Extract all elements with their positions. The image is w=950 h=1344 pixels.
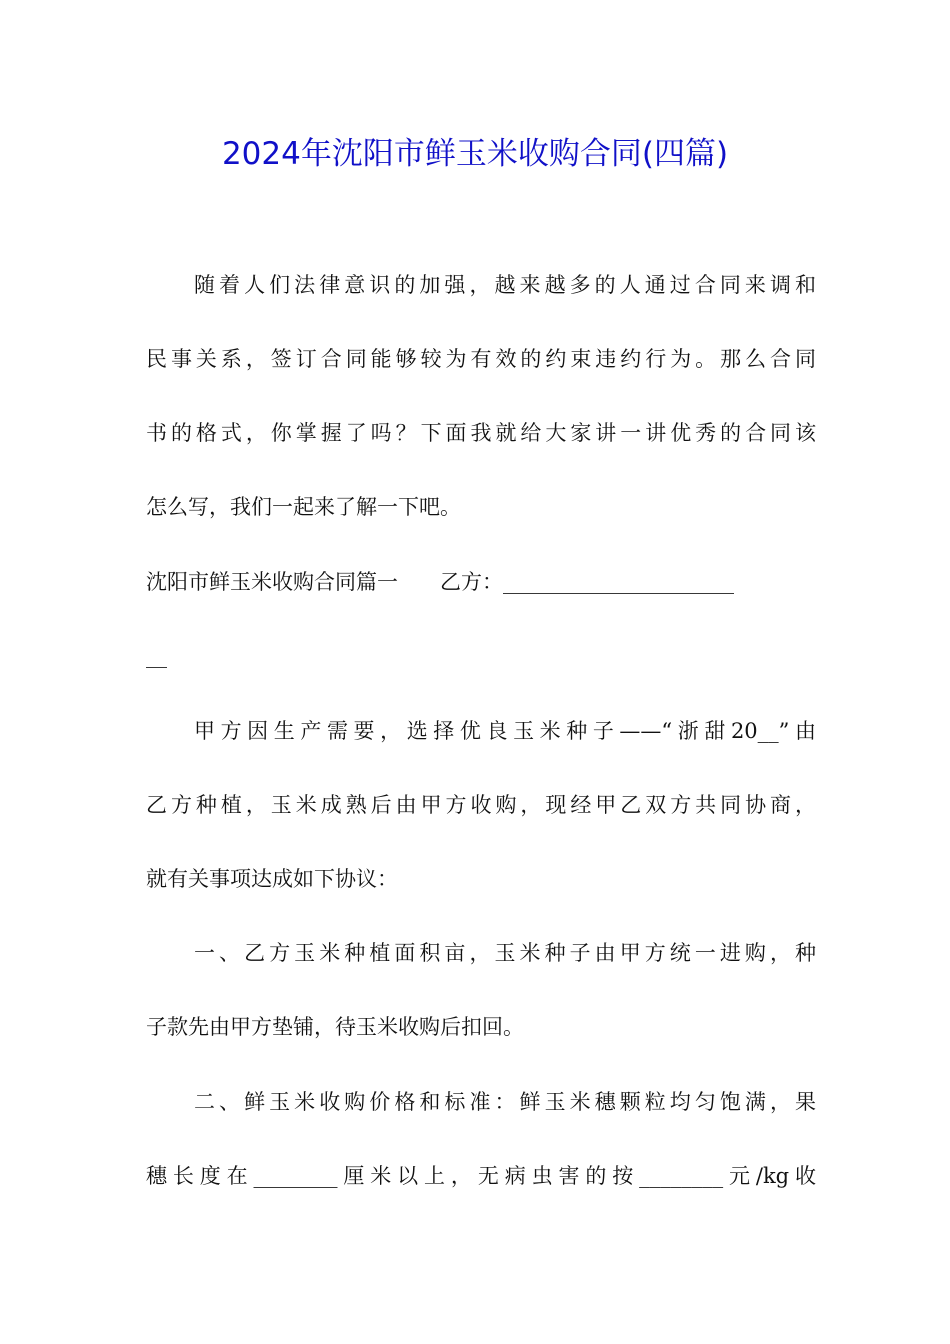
paragraph-line: 随着人们法律意识的加强，越来越多的人通过合同来调和 xyxy=(194,273,816,297)
document-title: 2024年沈阳市鲜玉米收购合同(四篇) xyxy=(221,136,729,172)
clause-line: 二、鲜玉米收购价格和标准：鲜玉米穗颗粒均匀饱满，果 xyxy=(194,1090,816,1114)
paragraph-line: 甲方因生产需要，选择优良玉米种子——“浙甜20__”由 xyxy=(194,719,816,743)
paragraph-line: 就有关事项达成如下协议： xyxy=(146,867,398,891)
clause-line: 穗长度在________厘米以上，无病虫害的按________元/kg收 xyxy=(146,1164,816,1188)
clause-line: 一、乙方玉米种植面积亩，玉米种子由甲方统一进购，种 xyxy=(194,941,816,965)
clause-line: 子款先由甲方垫铺，待玉米收购后扣回。 xyxy=(146,1015,524,1039)
section-heading-line: 沈阳市鲜玉米收购合同篇一 乙方：______________________ xyxy=(146,570,734,594)
blank-underline-continuation: __ xyxy=(146,644,167,668)
paragraph-line: 民事关系，签订合同能够较为有效的约束违约行为。那么合同 xyxy=(146,347,816,371)
paragraph-line: 怎么写，我们一起来了解一下吧。 xyxy=(146,495,461,519)
paragraph-line: 书的格式，你掌握了吗？下面我就给大家讲一讲优秀的合同该 xyxy=(146,421,816,445)
paragraph-line: 乙方种植，玉米成熟后由甲方收购，现经甲乙双方共同协商， xyxy=(146,793,816,817)
